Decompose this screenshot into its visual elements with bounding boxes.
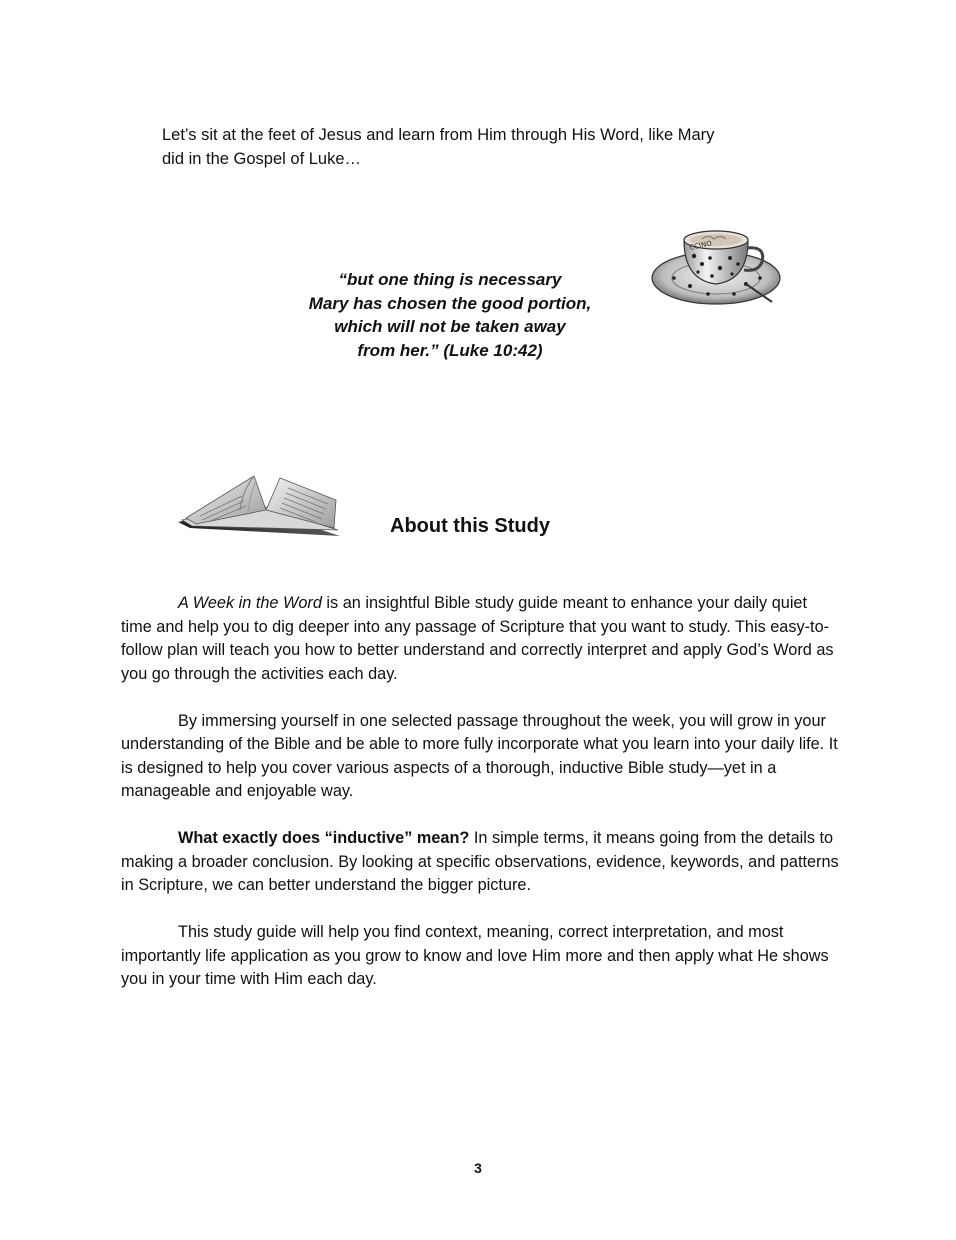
- inductive-question: What exactly does “inductive” mean?: [178, 829, 470, 847]
- book-title-italic: A Week in the Word: [178, 594, 322, 612]
- intro-line-1: Let’s sit at the feet of Jesus and learn from Him through His Word, like Mary: [162, 126, 715, 144]
- open-book-icon: [176, 470, 346, 542]
- intro-text: [162, 123, 782, 171]
- paragraph-1: [121, 592, 841, 686]
- scripture-quote: [290, 268, 610, 362]
- quote-line-4: from her.” (Luke 10:42): [357, 340, 543, 360]
- intro-line-2: did in the Gospel of Luke…: [162, 150, 362, 168]
- paragraph-4: This study guide will help you find context, meaning, correct interpretation, and most importantly life application as you grow to know and love Him more and then apply what He shows you in your time with Him each day.: [121, 923, 829, 988]
- paragraph-3-text: In simple terms, it means going from the details to making a broader conclusion. By looking at specific observations, evidence, keywords, and patterns in Scripture, we can better understand the bigger picture.: [121, 829, 839, 894]
- body-text: [121, 592, 841, 1015]
- paragraph-1-text: is an insightful Bible study guide meant to enhance your daily quiet time and help you to dig deeper into any passage of Scripture that you want to study. This easy-to-follow plan will teach you how to better understand and correctly interpret and apply God’s Word as you go through the activities each day.: [121, 594, 834, 683]
- paragraph-3: [121, 827, 841, 898]
- quote-line-1: “but one thing is necessary: [338, 270, 562, 289]
- quote-line-3: which will not be taken away: [334, 317, 566, 336]
- page-number: 3: [474, 1160, 482, 1176]
- cup-label: CCINO: [688, 239, 713, 252]
- coffee-cup-icon: [650, 222, 786, 312]
- quote-line-2: Mary has chosen the good portion,: [308, 293, 592, 313]
- section-title: About this Study: [390, 515, 550, 537]
- paragraph-2: By immersing yourself in one selected passage throughout the week, you will grow in your understanding of the Bible and be able to more fully incorporate what you learn into your daily life. It is designed to help you cover various aspects of a thorough, inductive Bible study—yet in a manageable and enjoyable way.: [121, 711, 838, 800]
